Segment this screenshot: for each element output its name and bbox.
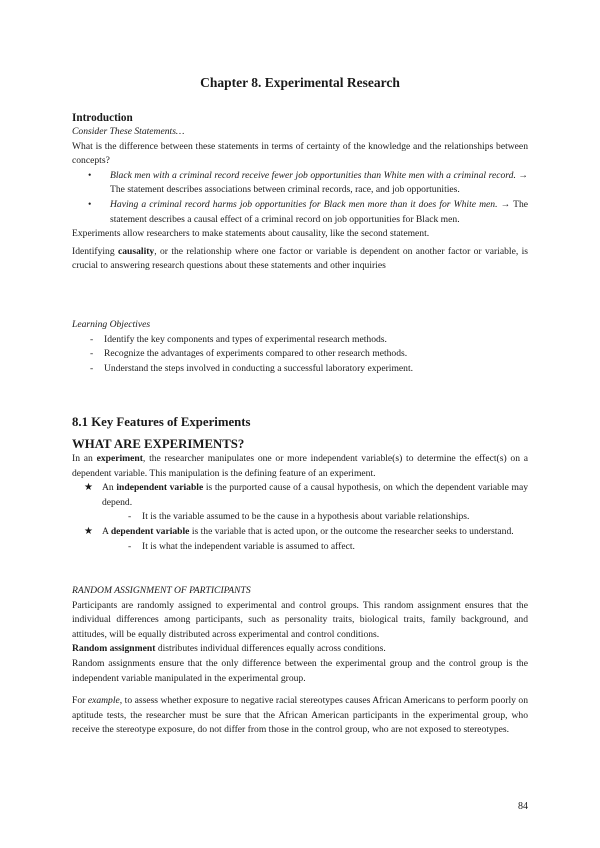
independent-variable-item (72, 481, 528, 510)
experiments-text: Experiments allow researchers to make statements about causality, like the second statement. (72, 228, 430, 240)
random-assignment-term: Random assignment (72, 643, 156, 655)
star1-sub: It is the variable assumed to be the cause in a hypothesis about variable relationships. (142, 511, 470, 523)
dependent-variable-item (72, 525, 528, 540)
objective-text: Recognize the advantages of experiments compared to other research methods. (104, 348, 408, 360)
objectives-list (72, 333, 528, 377)
bullet-icon: • (88, 198, 92, 210)
dependent-variable-note (72, 540, 528, 555)
independent-variable-note (72, 510, 528, 525)
objectives-heading: Learning Objectives (72, 319, 151, 330)
causality-pre: Identifying (72, 245, 118, 257)
star-icon: ★ (84, 482, 93, 494)
ex-post: , to assess whether exposure to negative racial stereotypes causes African Americans to perform poorly on aptitude tests, the researcher must be sure that the African American participants in the experimental group, who receive the stereotype exposure, do not differ from those in the control group, who are not exposed to stereotypes. (72, 695, 528, 736)
ra-post: distributes individual differences equally across conditions. (155, 643, 386, 655)
example-term: example (87, 695, 120, 707)
objective-text: Understand the steps involved in conducting a successful laboratory experiment. (104, 362, 414, 374)
key-features-section (72, 414, 528, 554)
intro-section (72, 111, 528, 274)
random-paragraph-2: Random assignments ensure that the only difference between the experimental group and the control group is the independent variable manipulated in the experimental group. (72, 657, 528, 684)
bullet-icon: • (88, 169, 92, 181)
causality-post: , or the relationship where one factor or variable is dependent on another factor or variable, is crucial to answering research questions about these statements and other inquiries (72, 245, 528, 272)
statement-explanation: The statement describes associations between criminal records, race, and job opportunities. (110, 184, 460, 196)
intro-heading: Introduction (72, 112, 133, 124)
objective-text: Identify the key components and types of experimental research methods. (104, 333, 387, 345)
def-post: , the researcher manipulates one or more independent variable(s) to determine the effect(s) on a dependent variable. This manipulation is the defining feature of an experiment. (72, 453, 529, 479)
star-icon: ★ (84, 525, 93, 537)
experiment-term: experiment (96, 453, 143, 464)
random-assignment-section (72, 584, 528, 738)
intro-question: What is the difference between these statements in terms of certainty of the knowledge and the relationships between concepts? (72, 140, 528, 167)
causality-paragraph (72, 245, 528, 274)
dash-icon: - (90, 333, 94, 345)
dash-icon: - (128, 511, 132, 523)
objective-item (72, 333, 528, 348)
causality-term: causality (117, 245, 155, 257)
star2-pre: A (102, 525, 111, 537)
page-number: 84 (518, 801, 528, 812)
objectives-section (72, 318, 528, 376)
ex-pre: For (72, 695, 88, 707)
section-heading: 8.1 Key Features of Experiments (72, 415, 251, 429)
arrow-icon: → (500, 198, 511, 210)
objective-item (72, 347, 528, 362)
statement-text: Having a criminal record harms job opportunities for Black men more than it does for White men. (110, 198, 498, 210)
example-paragraph (72, 694, 528, 738)
objective-item (72, 362, 528, 377)
def-pre: In an (72, 453, 97, 464)
random-paragraph-1: Participants are randomly assigned to experimental and control groups. This random assignment ensures that the individual differences among participants, such as personality traits, biological traits, family background, and attitudes, will be equally distributed across experimental and control conditions. (72, 599, 528, 640)
star1-pre: An (102, 482, 117, 494)
random-assignment-definition (72, 642, 528, 657)
star1-post: is the purported cause of a causal hypothesis, on which the dependent variable may depend. (102, 482, 528, 508)
arrow-icon: → (518, 169, 528, 181)
dependent-variable-term: dependent variable (110, 525, 190, 537)
dash-icon: - (128, 540, 132, 552)
statement-list (72, 169, 528, 227)
statement-item (72, 198, 528, 227)
star2-sub: It is what the independent variable is assumed to affect. (142, 540, 355, 552)
random-heading: RANDOM ASSIGNMENT OF PARTICIPANTS (72, 585, 251, 596)
dash-icon: - (90, 362, 94, 374)
intro-subheading: Consider These Statements… (72, 126, 185, 137)
experiment-definition (72, 452, 528, 481)
section-subheading: WHAT ARE EXPERIMENTS? (72, 437, 245, 451)
star2-post: is the variable that is acted upon, or the outcome the researcher seeks to understand. (189, 525, 514, 537)
dash-icon: - (90, 348, 94, 360)
statement-item (72, 169, 528, 198)
statement-explanation: The statement describes a causal effect of a criminal record on job opportunities for Black men. (110, 198, 529, 225)
independent-variable-term: independent variable (116, 482, 204, 494)
chapter-title: Chapter 8. Experimental Research (200, 75, 400, 90)
statement-text: Black men with a criminal record receive fewer job opportunities than White men with a criminal record. (110, 169, 516, 181)
